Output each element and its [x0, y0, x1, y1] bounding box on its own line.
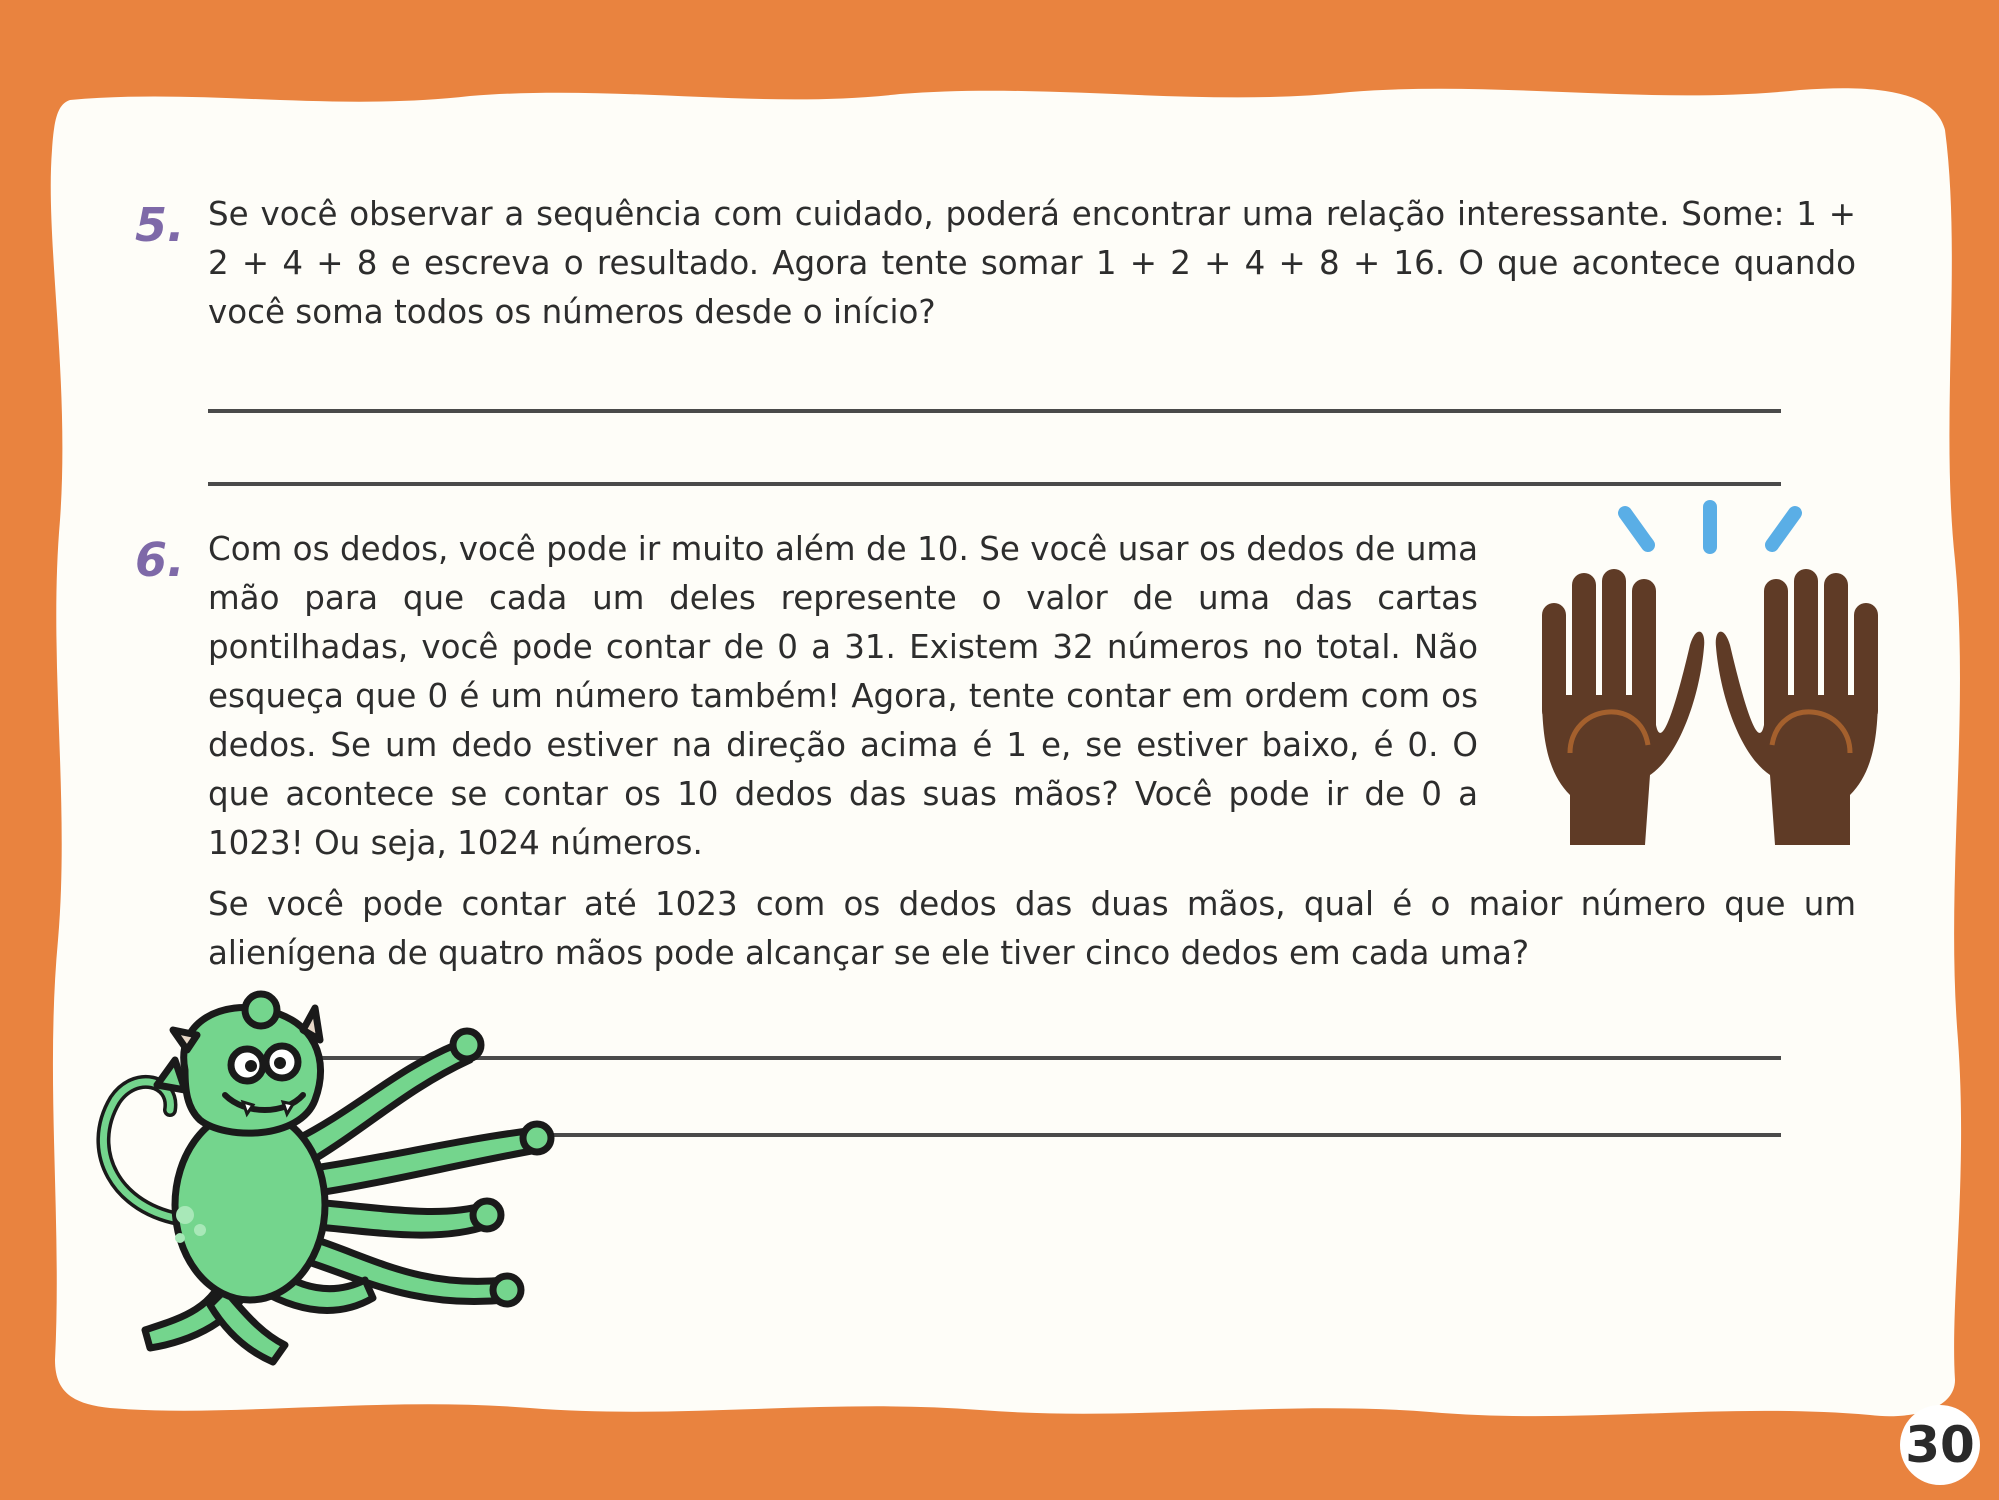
answer-line-6b[interactable]	[520, 1133, 1781, 1137]
question-6-text: Com os dedos, você pode ir muito além de 10. Se você usar os dedos de uma mão para que cada um deles represente o valor de uma das cartas pontilhadas, você pode contar de 0 a 31. Existem 32 números no total. Não esqueça que 0 é um número também! Agora, tente contar em ordem com os dedos. Se um dedo estiver na direção acima é 1 e, se estiver baixo, é 0. O que acontece se contar os 10 dedos das suas mãos? Você pode ir de 0 a 1023! Ou seja, 1024 números.	[208, 530, 1478, 862]
page-number: 30	[1900, 1405, 1980, 1485]
question-5-text: Se você observar a sequência com cuidado, poderá encontrar uma relação interessante. Some: 1 + 2 + 4 + 8 e escreva o resultado. Agora tente somar 1 + 2 + 4 + 8 + 16. O que acontece quando você soma todos os números desde o início?	[208, 195, 1856, 331]
question-6-followup: Se você pode contar até 1023 com os dedos das duas mãos, qual é o maior número que um alienígena de quatro mãos pode alcançar se ele tiver cinco dedos em cada uma?	[208, 885, 1856, 972]
question-5-number: 5.	[135, 198, 185, 252]
four-armed-green-alien-icon	[75, 990, 585, 1370]
question-6-number: 6.	[135, 533, 185, 587]
answer-line-5a[interactable]	[208, 409, 1781, 413]
answer-line-5b[interactable]	[208, 482, 1781, 486]
raised-hands-icon	[1530, 495, 1890, 850]
